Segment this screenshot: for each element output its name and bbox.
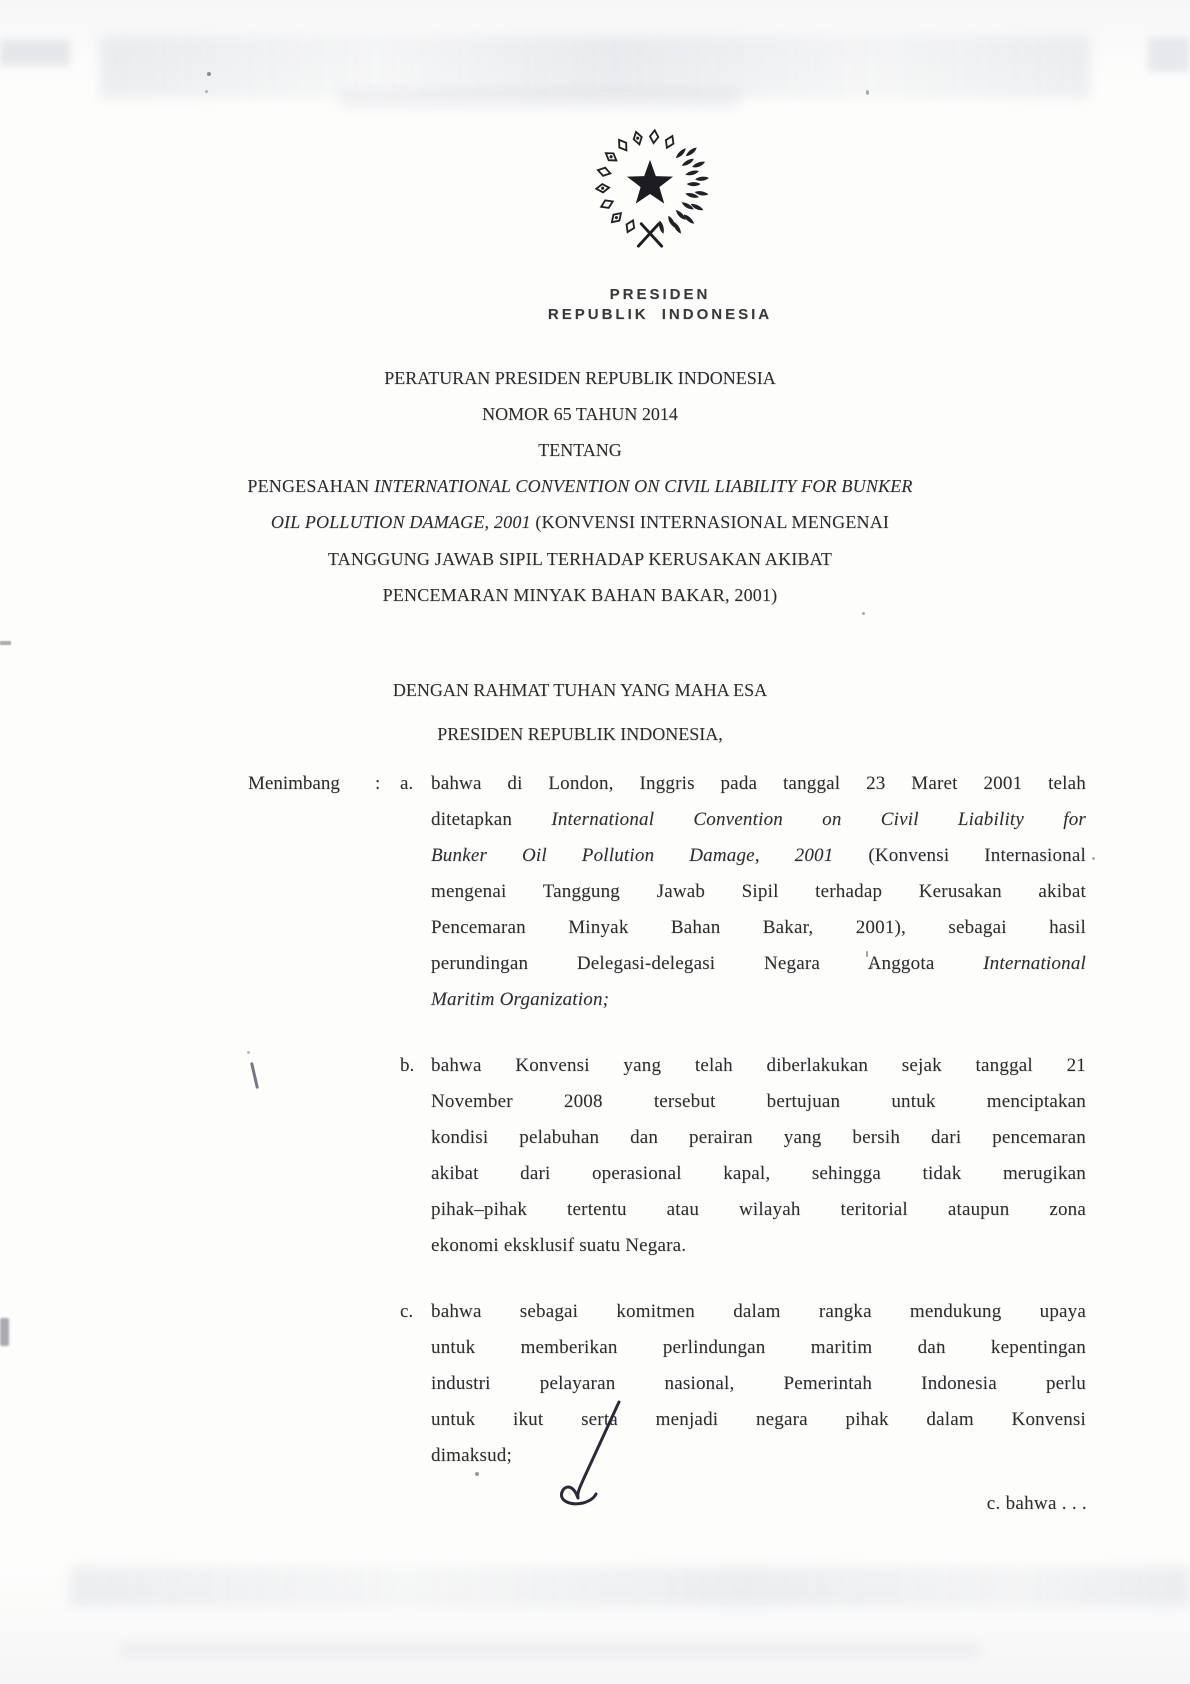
text-line: OIL POLLUTION DAMAGE, 2001 (KONVENSI INTERNASIONAL MENGENAI [270,512,890,533]
star-icon [627,160,673,204]
text-line: dimaksud; [431,1445,512,1466]
menimbang-label: Menimbang [248,773,340,794]
text-line: November 2008 tersebut bertujuan untuk menciptakan [431,1091,1086,1112]
item-text-b [431,1048,1086,1264]
scan-bleed-band-bottom [70,1566,1190,1606]
letterhead-presiden: PRESIDEN [609,286,711,303]
text-line: pihak–pihak tertentu atau wilayah teritorial ataupun zona [431,1199,1086,1220]
scan-speck [1092,857,1095,860]
letterhead [460,285,860,325]
scan-speck [205,90,208,93]
text-line: ekonomi eksklusif suatu Negara. [431,1235,687,1256]
wreath-stems [638,224,661,246]
scan-smudge-top-right [1148,38,1190,72]
considerations-section [248,766,1088,1496]
catchword: c. bahwa . . . [986,1493,1087,1514]
preamble-presiden: PRESIDEN REPUBLIK INDONESIA, [437,723,723,744]
item-text-a [431,766,1086,1018]
text-line: industri pelayaran nasional, Pemerintah Indonesia perlu [431,1373,1086,1394]
text-line: bahwa di London, Inggris pada tanggal 23 Maret 2001 telah [431,773,1086,794]
text-line: Maritim Organization; [431,989,610,1010]
presidential-seal [586,120,714,256]
text-line: TANGGUNG JAWAB SIPIL TERHADAP KERUSAKAN AKIBAT [327,548,833,569]
text-line: PENCEMARAN MINYAK BAHAN BAKAR, 2001) [382,585,778,606]
text-line: Bunker Oil Pollution Damage, 2001 (Konvensi Internasional [431,845,1086,866]
consideration-item-b [248,1048,1088,1264]
title-block [160,360,1000,614]
preamble [160,672,1000,752]
menimbang-colon: : [375,773,381,794]
text-line: ditetapkan International Convention on Civil Liability for [431,809,1086,830]
tentang-label: TENTANG [538,440,622,460]
text-line: perundingan Delegasi-delegasi Negara Anggota International [431,953,1086,974]
consideration-item-a [248,766,1088,1018]
text-line: untuk memberikan perlindungan maritim dan kepentingan [431,1337,1086,1358]
text-line: bahwa sebagai komitmen dalam rangka mendukung upaya [431,1301,1086,1322]
scan-bleed-band [340,88,740,110]
consideration-item-c [248,1294,1088,1474]
scan-edge-mark [0,1318,9,1346]
wreath-right-leaves [658,146,710,235]
scan-bleed-band-top [100,36,1090,98]
text-line: bahwa Konvensi yang telah diberlakukan sejak tanggal 21 [431,1055,1086,1076]
item-marker-c: c. [400,1301,414,1322]
handwritten-initial-paraph [556,1398,634,1512]
regulation-subject [160,468,1000,614]
scan-speck [207,72,211,76]
text-line: PENGESAHAN INTERNATIONAL CONVENTION ON CIVIL LIABILITY FOR BUNKER [247,476,913,496]
regulation-title: PERATURAN PRESIDEN REPUBLIK INDONESIA [384,368,776,388]
item-marker-b: b. [400,1055,415,1076]
star-wreath-emblem [586,120,714,252]
item-marker-a: a. [400,773,414,794]
scan-smudge-top-left [0,40,70,66]
text-line: mengenai Tanggung Jawab Sipil terhadap Kerusakan akibat [431,881,1086,902]
scan-speck [866,90,869,95]
text-line: untuk ikut serta menjadi negara pihak dalam Konvensi [431,1409,1086,1430]
scan-edge-dash [0,641,11,645]
text-line: kondisi pelabuhan dan perairan yang bersih dari pencemaran [431,1127,1086,1148]
text-line: akibat dari operasional kapal, sehingga tidak merugikan [431,1163,1086,1184]
letterhead-republik-indonesia: REPUBLIK INDONESIA [547,306,773,323]
item-text-c [431,1294,1086,1474]
regulation-number: NOMOR 65 TAHUN 2014 [482,404,678,424]
text-line: Pencemaran Minyak Bahan Bakar, 2001), sebagai hasil [431,917,1086,938]
scan-bleed-band-bottom2 [120,1642,980,1658]
preamble-rahmat: DENGAN RAHMAT TUHAN YANG MAHA ESA [392,680,768,700]
